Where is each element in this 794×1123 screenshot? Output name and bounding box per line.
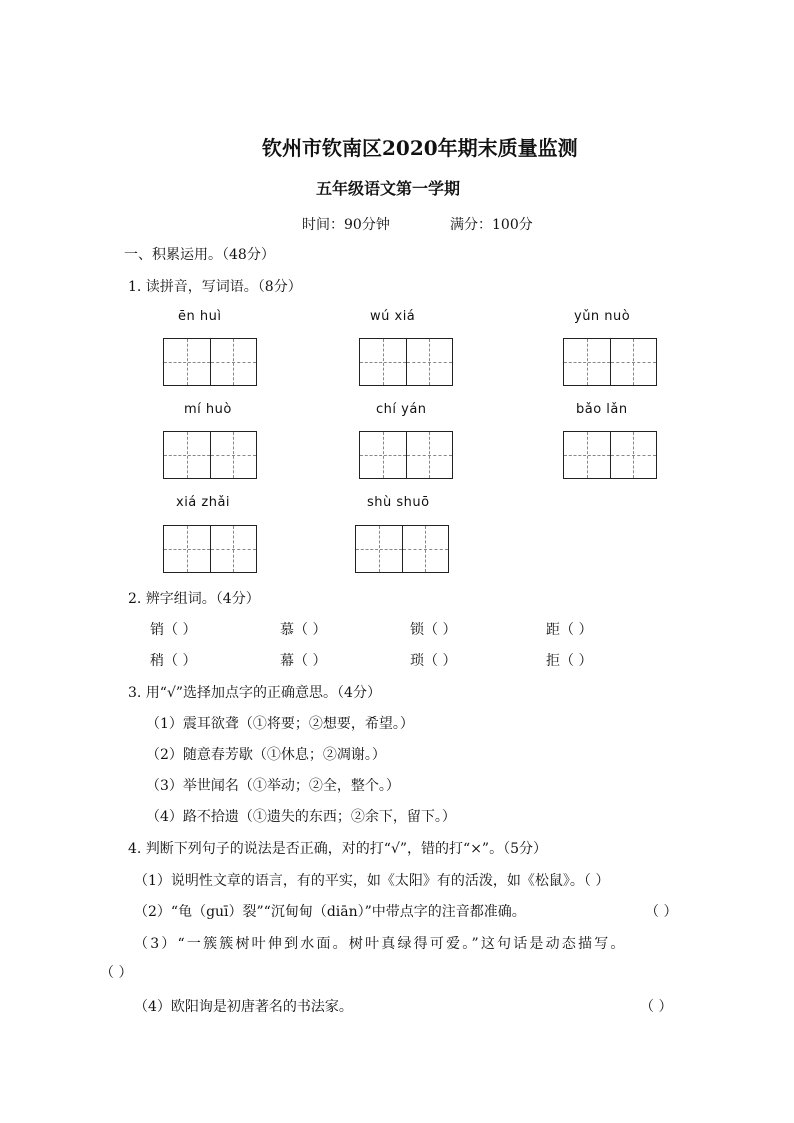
- q4-item: （4）欧阳询是初唐著名的书法家。: [134, 999, 353, 1015]
- answer-blank[interactable]: （ ）: [100, 965, 133, 981]
- pinyin-label: chí yán: [376, 402, 427, 417]
- word-blank[interactable]: 锁（ ）: [410, 622, 457, 638]
- writing-grid[interactable]: [359, 431, 453, 479]
- pinyin-label: xiá zhǎi: [176, 495, 231, 510]
- q4-item: （1）说明性文章的语言，有的平实，如《太阳》有的活泼，如《松鼠》。（ ）: [134, 873, 610, 889]
- pinyin-label: yǔn nuò: [574, 309, 631, 324]
- writing-grid[interactable]: [163, 431, 257, 479]
- pinyin-label: wú xiá: [370, 309, 416, 324]
- word-blank[interactable]: 琐（ ）: [410, 653, 457, 669]
- writing-grid[interactable]: [163, 525, 257, 573]
- page-title: 钦州市钦南区2020年期末质量监测: [262, 136, 578, 160]
- q3-item: （4）路不拾遗（①遗失的东西；②余下，留下。）: [146, 809, 456, 825]
- word-blank[interactable]: 拒（ ）: [546, 653, 593, 669]
- pinyin-label: shù shuō: [367, 495, 430, 510]
- word-blank[interactable]: 销（ ）: [150, 622, 197, 638]
- page-subtitle: 五年级语文第一学期: [316, 179, 461, 198]
- pinyin-label: bǎo lǎn: [576, 402, 628, 417]
- q2-heading: 2. 辨字组词。（4分）: [128, 591, 260, 607]
- q4-item: （3）“一簇簇树叶伸到水面。树叶真绿得可爱。”这句话是动态描写。: [134, 936, 627, 952]
- q3-item: （3）举世闻名（①举动；②全，整个。）: [146, 778, 400, 794]
- q3-heading: 3. 用“√”选择加点字的正确意思。（4分）: [128, 685, 381, 701]
- answer-blank[interactable]: （ ）: [645, 904, 678, 920]
- score-label: 满分：100分: [450, 217, 533, 233]
- word-blank[interactable]: 距（ ）: [546, 622, 593, 638]
- writing-grid[interactable]: [355, 525, 449, 573]
- time-label: 时间：90分钟: [302, 217, 390, 233]
- section1-heading: 一、积累运用。（48分）: [124, 247, 275, 263]
- word-blank[interactable]: 慕（ ）: [280, 622, 327, 638]
- q4-item: （2）“龟（guī）裂”“沉甸甸（diān）”中带点字的注音都准确。: [134, 904, 526, 920]
- q3-item: （1）震耳欲聋（①将要；②想要，希望。）: [146, 716, 414, 732]
- q3-item: （2）随意春芳歇（①休息；②凋谢。）: [146, 747, 386, 763]
- writing-grid[interactable]: [563, 338, 657, 386]
- word-blank[interactable]: 稍（ ）: [150, 653, 197, 669]
- writing-grid[interactable]: [359, 338, 453, 386]
- answer-blank[interactable]: （ ）: [640, 999, 673, 1015]
- writing-grid[interactable]: [163, 338, 257, 386]
- q1-heading: 1. 读拼音，写词语。（8分）: [128, 279, 302, 295]
- pinyin-label: mí huò: [184, 402, 232, 417]
- q4-heading: 4. 判断下列句子的说法是否正确，对的打“√”，错的打“×”。（5分）: [128, 841, 547, 857]
- pinyin-label: ēn huì: [178, 309, 222, 324]
- writing-grid[interactable]: [563, 431, 657, 479]
- word-blank[interactable]: 幕（ ）: [280, 653, 327, 669]
